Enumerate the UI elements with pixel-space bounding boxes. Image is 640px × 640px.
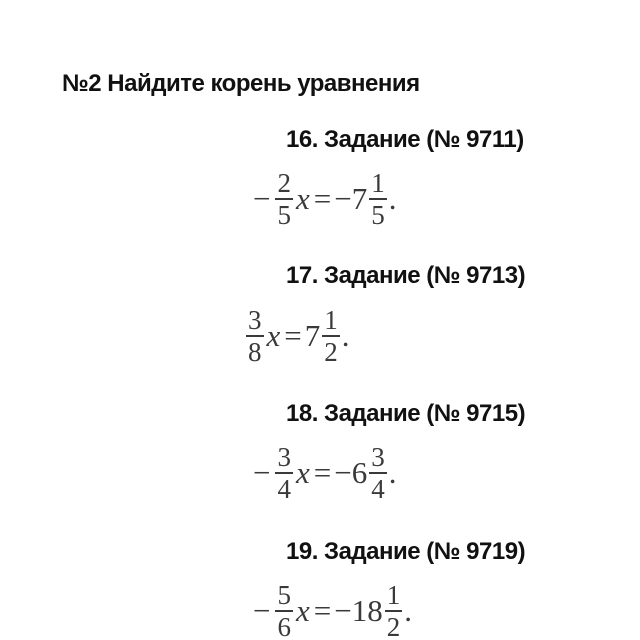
lhs-denominator: 5	[277, 199, 291, 230]
rhs-sign: −	[334, 593, 352, 629]
rhs-numerator: 3	[371, 442, 385, 472]
variable: x	[266, 318, 281, 354]
variable: x	[295, 181, 310, 217]
task-title-19: 19. Задание (№ 9719)	[286, 538, 526, 565]
rhs-fraction	[369, 170, 387, 229]
equals-sign: =	[313, 593, 332, 629]
lhs-numerator: 5	[277, 580, 291, 610]
equation-17	[244, 307, 350, 366]
rhs-fraction	[369, 444, 387, 503]
rhs-whole: 18	[351, 593, 383, 629]
task-title-18: 18. Задание (№ 9715)	[286, 400, 526, 427]
variable: x	[295, 455, 310, 491]
rhs-fraction	[322, 307, 340, 366]
equation-16	[250, 170, 396, 229]
lhs-denominator: 4	[277, 473, 291, 504]
period: .	[404, 593, 412, 629]
task-title-17: 17. Задание (№ 9713)	[286, 262, 526, 289]
equation-19	[250, 582, 412, 640]
lhs-fraction	[275, 444, 293, 503]
lhs-numerator: 3	[277, 442, 291, 472]
period: .	[388, 181, 397, 217]
variable: x	[295, 593, 310, 629]
lhs-numerator: 2	[277, 168, 291, 198]
lhs-fraction	[246, 307, 264, 366]
task-title-16: 16. Задание (№ 9711)	[286, 126, 524, 153]
rhs-whole: 7	[351, 181, 368, 217]
rhs-whole: 7	[304, 318, 321, 354]
rhs-whole: 6	[351, 455, 368, 491]
rhs-fraction	[385, 582, 403, 640]
rhs-denominator: 4	[371, 473, 385, 504]
period: .	[388, 455, 397, 491]
lhs-numerator: 3	[248, 305, 262, 335]
rhs-denominator: 2	[386, 611, 401, 640]
lhs-sign: −	[253, 181, 271, 217]
equation-18	[250, 444, 396, 503]
rhs-numerator: 1	[324, 305, 338, 335]
lhs-denominator: 8	[248, 336, 262, 367]
lhs-fraction	[275, 582, 293, 640]
rhs-sign: −	[334, 181, 352, 217]
rhs-denominator: 5	[371, 199, 385, 230]
lhs-fraction	[275, 170, 293, 229]
rhs-numerator: 1	[386, 580, 401, 610]
equals-sign: =	[313, 455, 332, 491]
rhs-numerator: 1	[371, 168, 385, 198]
rhs-sign: −	[334, 455, 352, 491]
rhs-denominator: 2	[324, 336, 338, 367]
lhs-sign: −	[253, 593, 271, 629]
period: .	[341, 318, 350, 354]
lhs-sign: −	[253, 455, 271, 491]
page-heading: №2 Найдите корень уравнения	[62, 70, 420, 97]
lhs-denominator: 6	[277, 611, 291, 640]
equals-sign: =	[313, 181, 332, 217]
equals-sign: =	[284, 318, 302, 354]
